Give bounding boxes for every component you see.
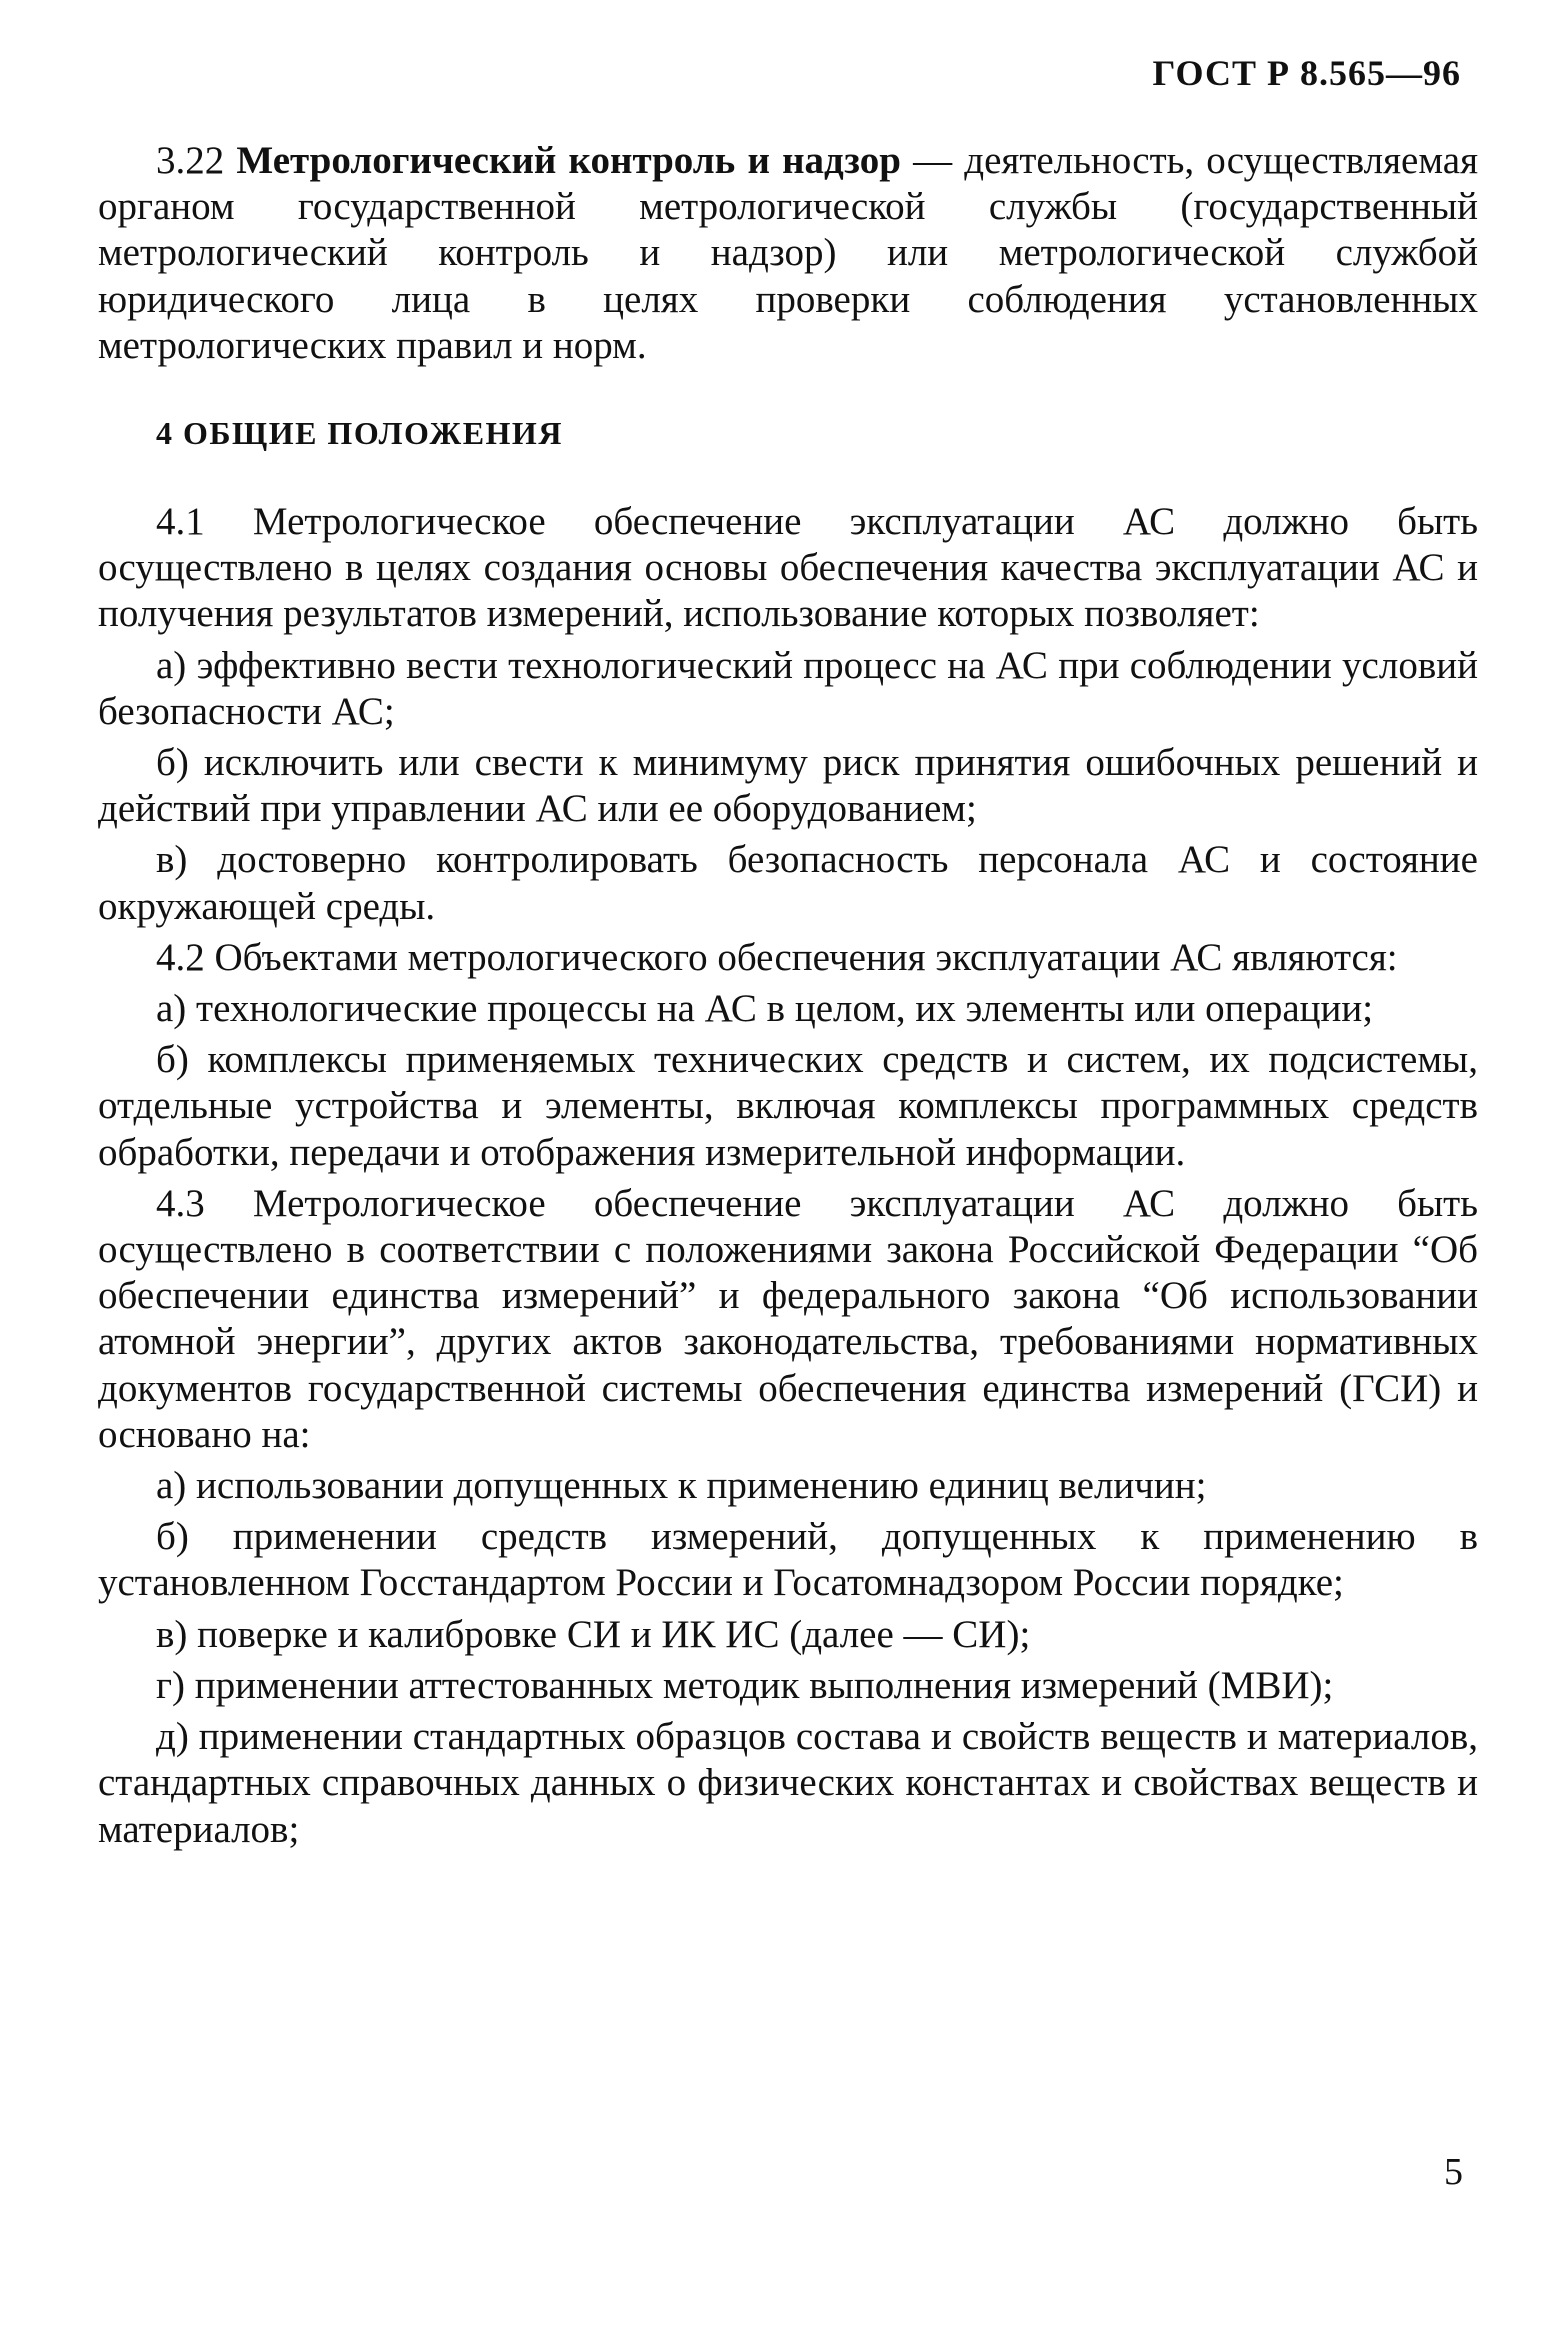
list-item: б) комплексы применяемых технических средств и систем, их подсистемы, отдельные устройства и элементы, включая комплексы программных средств обработки, передачи и отображения измерительной информации. (98, 1038, 1478, 1174)
paragraph-4-3: 4.3 Метрологическое обеспечение эксплуатации АС должно быть осуществлено в соответствии с положениями закона Российской Федерации “Об обеспечении единства измерений” и федерального закона “Об использовании атомной энергии”, других актов законодательства, требованиями нормативных документов государственной системы обеспечения единства измерений (ГСИ) и основано на: (98, 1181, 1478, 1456)
list-item: б) применении средств измерений, допущенных к применению в установленном Госстандартом России и Госатомнадзором России порядке; (98, 1515, 1478, 1605)
list-item: б) исключить или свести к минимуму риск принятия ошибочных решений и действий при управлении АС или ее оборудованием; (98, 741, 1478, 831)
page-number: 5 (1444, 2151, 1463, 2193)
list-item: г) применении аттестованных методик выполнения измерений (МВИ); (156, 1663, 1334, 1707)
document-header: ГОСТ Р 8.565—96 (1152, 53, 1461, 93)
list-item: д) применении стандартных образцов состава и свойств веществ и материалов, стандартных справочных данных о физических константах и свойствах веществ и материалов; (98, 1715, 1478, 1851)
clause-3-22 (98, 138, 1478, 369)
list-item: в) достоверно контролировать безопасность персонала АС и состояние окружающей среды. (98, 838, 1478, 928)
list-item: в) поверке и калибровке СИ и ИК ИС (далее — СИ); (156, 1612, 1031, 1656)
paragraph-4-2: 4.2 Объектами метрологического обеспечения эксплуатации АС являются: (156, 935, 1398, 979)
paragraph-4-1: 4.1 Метрологическое обеспечение эксплуатации АС должно быть осуществлено в целях создания основы обеспечения качества эксплуатации АС и получения результатов измерений, использование которых позволяет: (98, 500, 1478, 636)
term-heading: Метрологический контроль и надзор (236, 139, 901, 182)
section-heading: 4 ОБЩИЕ ПОЛОЖЕНИЯ (156, 415, 563, 452)
list-item: а) использовании допущенных к применению единиц величин; (156, 1464, 1207, 1508)
term-definition: — деятельность, осуществляемая органом государственной метрологической службы (государственный метрологический контроль и надзор) или метрологической службой юридического лица в целях проверки соблюдения установленных метрологических правил и норм. (98, 139, 1479, 367)
clause-number: 3.22 (156, 139, 225, 182)
list-item: а) технологические процессы на АС в целом, их элементы или операции; (156, 987, 1374, 1031)
document-body (98, 138, 1478, 1858)
list-item: а) эффективно вести технологический процесс на АС при соблюдении условий безопасности АС; (98, 643, 1478, 733)
